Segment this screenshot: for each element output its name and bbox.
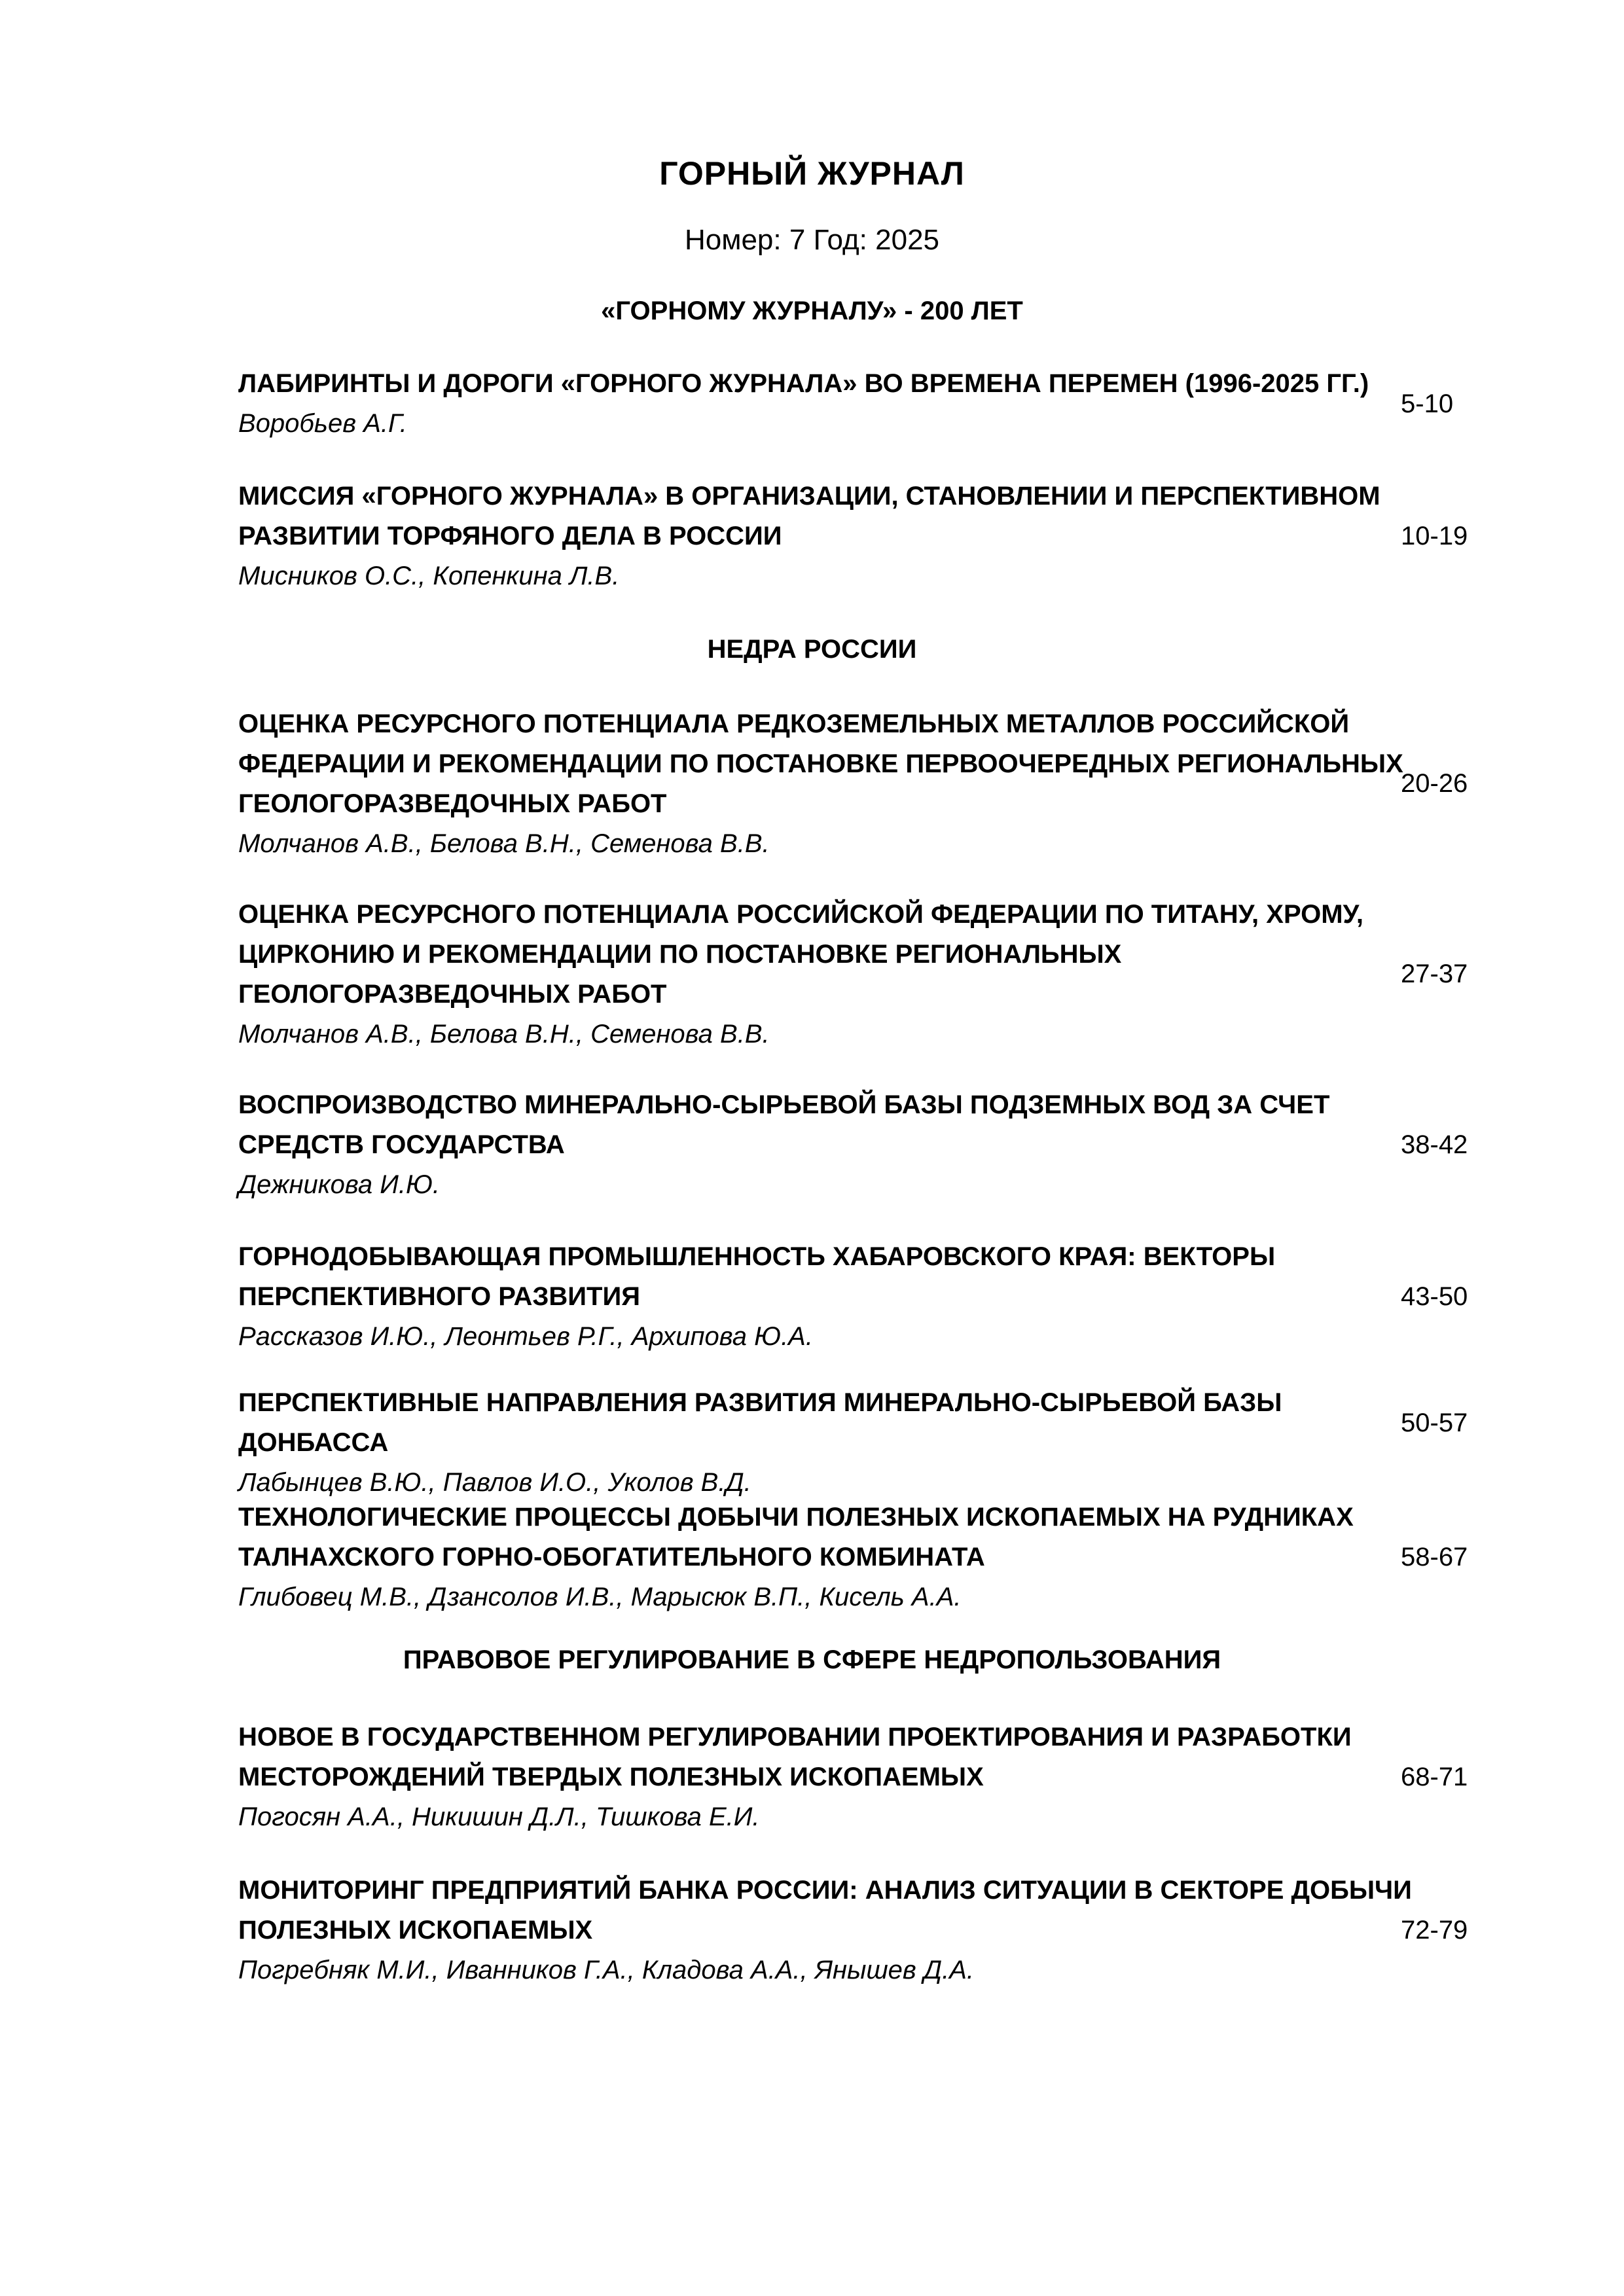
page-range: 50-57	[1401, 1408, 1468, 1437]
article-title: ГОРНОДОБЫВАЮЩАЯ ПРОМЫШЛЕННОСТЬ ХАБАРОВСКОГО КРАЯ: ВЕКТОРЫ	[238, 1242, 1276, 1271]
section-heading: ПРАВОВОЕ РЕГУЛИРОВАНИЕ В СФЕРЕ НЕДРОПОЛЬЗОВАНИЯ	[403, 1645, 1221, 1674]
article-title: ЛАБИРИНТЫ И ДОРОГИ «ГОРНОГО ЖУРНАЛА» ВО ВРЕМЕНА ПЕРЕМЕН (1996-2025 ГГ.)	[238, 369, 1369, 398]
page-range: 38-42	[1401, 1130, 1468, 1159]
article-authors: Молчанов А.В., Белова В.Н., Семенова В.В.	[238, 829, 770, 858]
page-range: 43-50	[1401, 1282, 1468, 1311]
article-authors: Глибовец М.В., Дзансолов И.В., Марысюк В.П., Кисель А.А.	[238, 1583, 962, 1611]
page-range: 20-26	[1401, 769, 1468, 798]
article-title: ПЕРСПЕКТИВНЫЕ НАПРАВЛЕНИЯ РАЗВИТИЯ МИНЕРАЛЬНО-СЫРЬЕВОЙ БАЗЫ ДОНБАССА	[238, 1388, 1282, 1457]
issue-label: Номер:	[684, 224, 782, 256]
section-heading: НЕДРА РОССИИ	[707, 635, 917, 664]
article-title: РАЗВИТИИ ТОРФЯНОГО ДЕЛА В РОССИИ	[238, 522, 782, 550]
article-title: ТАЛНАХСКОГО ГОРНО-ОБОГАТИТЕЛЬНОГО КОМБИНАТА	[238, 1543, 985, 1571]
article-title: ЦИРКОНИЮ И РЕКОМЕНДАЦИИ ПО ПОСТАНОВКЕ РЕГИОНАЛЬНЫХ	[238, 940, 1122, 969]
page-range: 68-71	[1401, 1763, 1468, 1791]
toc-entry	[238, 476, 1436, 596]
article-authors: Мисников О.С., Копенкина Л.В.	[238, 562, 620, 590]
article-title: ОЦЕНКА РЕСУРСНОГО ПОТЕНЦИАЛА РОССИЙСКОЙ ФЕДЕРАЦИИ ПО ТИТАНУ, ХРОМУ,	[238, 900, 1364, 929]
article-authors: Рассказов И.Ю., Леонтьев Р.Г., Архипова Ю.А.	[238, 1322, 813, 1351]
article-title: ВОСПРОИЗВОДСТВО МИНЕРАЛЬНО-СЫРЬЕВОЙ БАЗЫ ПОДЗЕМНЫХ ВОД ЗА СЧЕТ	[238, 1090, 1330, 1119]
article-title: ТЕХНОЛОГИЧЕСКИЕ ПРОЦЕССЫ ДОБЫЧИ ПОЛЕЗНЫХ ИСКОПАЕМЫХ НА РУДНИКАХ	[238, 1503, 1354, 1532]
article-title: НОВОЕ В ГОСУДАРСТВЕННОМ РЕГУЛИРОВАНИИ ПРОЕКТИРОВАНИЯ И РАЗРАБОТКИ	[238, 1723, 1352, 1751]
page-range: 72-79	[1401, 1916, 1468, 1945]
article-title: МОНИТОРИНГ ПРЕДПРИЯТИЙ БАНКА РОССИИ: АНАЛИЗ СИТУАЦИИ В СЕКТОРЕ ДОБЫЧИ	[238, 1876, 1412, 1905]
toc-entry	[238, 1717, 1436, 1837]
article-authors: Воробьев А.Г.	[238, 409, 407, 438]
article-title: ФЕДЕРАЦИИ И РЕКОМЕНДАЦИИ ПО ПОСТАНОВКЕ ПЕРВООЧЕРЕДНЫХ РЕГИОНАЛЬНЫХ	[238, 749, 1403, 778]
toc-entry	[238, 1085, 1436, 1205]
article-authors: Погребняк М.И., Иванников Г.А., Кладова А.А., Янышев Д.А.	[238, 1956, 974, 1984]
page-range: 10-19	[1401, 522, 1468, 550]
page-range: 27-37	[1401, 960, 1468, 988]
year-label: Год:	[813, 224, 867, 256]
journal-title: ГОРНЫЙ ЖУРНАЛ	[659, 155, 965, 192]
issue-info	[0, 224, 1624, 257]
article-title: ОЦЕНКА РЕСУРСНОГО ПОТЕНЦИАЛА РЕДКОЗЕМЕЛЬНЫХ МЕТАЛЛОВ РОССИЙСКОЙ	[238, 709, 1350, 738]
article-authors: Лабынцев В.Ю., Павлов И.О., Уколов В.Д.	[238, 1468, 751, 1497]
article-title: ПОЛЕЗНЫХ ИСКОПАЕМЫХ	[238, 1916, 593, 1945]
toc-entry	[238, 1383, 1436, 1503]
issue-number: 7	[789, 224, 806, 256]
article-authors: Дежникова И.Ю.	[238, 1170, 440, 1199]
article-title: СРЕДСТВ ГОСУДАРСТВА	[238, 1130, 565, 1159]
article-title: ГЕОЛОГОРАЗВЕДОЧНЫХ РАБОТ	[238, 789, 667, 818]
page-range: 5-10	[1401, 389, 1454, 418]
page-range: 58-67	[1401, 1543, 1468, 1571]
article-title: ГЕОЛОГОРАЗВЕДОЧНЫХ РАБОТ	[238, 980, 667, 1009]
toc-entry	[238, 895, 1436, 1054]
issue-year: 2025	[875, 224, 940, 256]
article-authors: Погосян А.А., Никишин Д.Л., Тишкова Е.И.	[238, 1803, 760, 1831]
article-title: МИССИЯ «ГОРНОГО ЖУРНАЛА» В ОРГАНИЗАЦИИ, СТАНОВЛЕНИИ И ПЕРСПЕКТИВНОМ	[238, 482, 1380, 511]
article-authors: Молчанов А.В., Белова В.Н., Семенова В.В.	[238, 1020, 770, 1049]
toc-entry	[238, 704, 1436, 864]
article-title: ПЕРСПЕКТИВНОГО РАЗВИТИЯ	[238, 1282, 640, 1311]
toc-entry	[238, 1871, 1436, 1990]
toc-entry	[238, 364, 1436, 444]
toc-entry	[238, 1237, 1436, 1357]
section-heading: «ГОРНОМУ ЖУРНАЛУ» - 200 ЛЕТ	[601, 296, 1023, 325]
toc-entry	[238, 1498, 1436, 1617]
article-title: МЕСТОРОЖДЕНИЙ ТВЕРДЫХ ПОЛЕЗНЫХ ИСКОПАЕМЫХ	[238, 1763, 984, 1791]
